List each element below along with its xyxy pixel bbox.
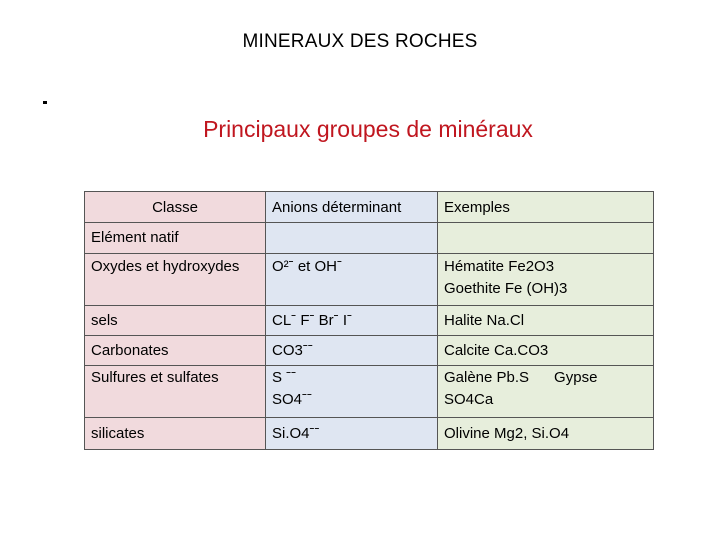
cell-exemples — [438, 418, 654, 450]
header-anions: Anions déterminant — [266, 192, 438, 223]
table-row — [85, 336, 654, 366]
slide-title: MINERAUX DES ROCHES — [242, 31, 478, 52]
cell-exemples — [438, 366, 654, 418]
anion-text: CLˉ Fˉ Brˉ Iˉ — [272, 312, 352, 329]
cell-anions — [266, 336, 438, 366]
example-text: Halite Na.Cl — [444, 312, 525, 329]
table-row — [85, 366, 654, 418]
anion-text: O²ˉ et OHˉ — [272, 258, 342, 275]
cell-exemples — [438, 223, 654, 254]
example-text: Hématite Fe2O3 — [444, 258, 555, 275]
cell-anions — [266, 418, 438, 450]
cell-anions — [266, 306, 438, 336]
cell-classe: sels — [85, 306, 266, 336]
example-text: SO4Ca — [444, 391, 494, 408]
cell-exemples — [438, 306, 654, 336]
cell-classe: Sulfures et sulfates — [85, 366, 266, 418]
table-row — [85, 306, 654, 336]
example-text: Olivine Mg2, Si.O4 — [444, 425, 570, 442]
cell-exemples — [438, 336, 654, 366]
cell-classe: Carbonates — [85, 336, 266, 366]
table-row — [85, 254, 654, 306]
anion-text: Si.O4ˉˉ — [272, 425, 320, 442]
bullet-mark — [43, 101, 47, 104]
example-text: Calcite Ca.CO3 — [444, 342, 549, 359]
cell-anions — [266, 366, 438, 418]
example-text: Galène Pb.S Gypse — [444, 369, 598, 386]
table-row — [85, 418, 654, 450]
cell-anions — [266, 254, 438, 306]
header-exemples: Exemples — [438, 192, 654, 223]
minerals-table — [84, 191, 654, 450]
anion-text: S ˉˉ — [272, 369, 297, 386]
anion-text: CO3ˉˉ — [272, 342, 313, 359]
cell-exemples — [438, 254, 654, 306]
slide-subtitle: Principaux groupes de minéraux — [203, 116, 533, 142]
cell-anions — [266, 223, 438, 254]
table-header-row — [85, 192, 654, 223]
cell-classe: Oxydes et hydroxydes — [85, 254, 266, 306]
anion-text: SO4ˉˉ — [272, 391, 313, 408]
cell-classe: Elément natif — [85, 223, 266, 254]
header-classe: Classe — [85, 192, 266, 223]
example-text: Goethite Fe (OH)3 — [444, 280, 568, 297]
table-row — [85, 223, 654, 254]
cell-classe: silicates — [85, 418, 266, 450]
